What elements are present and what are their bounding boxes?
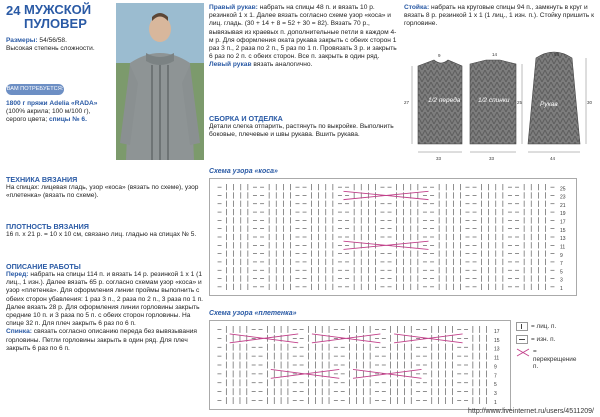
technique-text: На спицах: лицевая гладь, узор «коса» (вязать по схеме), узор «плетенка» (вязать по схеме). xyxy=(6,184,199,200)
legend-cross: = перекрещение п. xyxy=(533,348,577,370)
technique-block xyxy=(6,175,204,200)
collar-label: Стойка: xyxy=(404,4,430,11)
legend-purl: = изн. п. xyxy=(531,336,556,343)
pattern-number: 24 xyxy=(6,3,21,18)
dim-height-front: 27 xyxy=(404,100,410,105)
row-number: 9 xyxy=(560,252,563,259)
collar-block xyxy=(404,4,594,29)
row-number: 15 xyxy=(560,227,566,234)
yarn-name: Adelia «RADA» xyxy=(49,100,98,107)
needles-size: спицы № 6. xyxy=(49,116,87,124)
legend-knit: = лиц. п. xyxy=(531,323,557,330)
row-number: 23 xyxy=(560,194,566,201)
sweater-photo-icon xyxy=(116,3,204,160)
row-number: 11 xyxy=(560,244,566,251)
difficulty-text: Высокая степень сложности. xyxy=(6,45,95,53)
dim-front-width: 33 xyxy=(436,156,442,161)
sleeve-block xyxy=(209,4,397,70)
density-block xyxy=(6,222,204,239)
intro-block xyxy=(6,37,112,53)
dim-cap: 58 xyxy=(554,52,560,57)
row-number: 3 xyxy=(560,277,563,284)
pletenka-chart-grid xyxy=(210,321,510,409)
dim-sleeve-length: 30 xyxy=(587,100,593,105)
schematics-area xyxy=(404,46,596,164)
cross-stitch-icon xyxy=(516,348,530,357)
left-sleeve-label: Левый рукав xyxy=(209,61,252,69)
row-number: 19 xyxy=(560,211,566,218)
kosa-chart-grid xyxy=(210,179,576,295)
row-number: 1 xyxy=(560,286,563,292)
right-sleeve-label: Правый рукав: xyxy=(209,4,258,11)
assembly-text: Детали слегка отпарить, растянуть по выкройке. Выполнить боковые, плечевые и швы рукава. Вшить рукава. xyxy=(209,123,394,139)
row-number: 13 xyxy=(560,236,566,243)
collar-text: набрать на круговые спицы 94 п., замкнуть в круг и вязать 8 р. резинкой 1 х 1 (1 лиц., 1 изн. п.). Стойку пришить к горловине. xyxy=(404,4,594,28)
chart-legend xyxy=(516,322,596,371)
row-number: 3 xyxy=(494,391,497,398)
materials-text-pre: 1800 г пряжи xyxy=(6,100,50,107)
model-photo xyxy=(116,3,204,160)
row-number: 5 xyxy=(494,382,497,389)
cross-stitch-mark xyxy=(344,191,429,199)
kosa-chart-title: Схема узора «коса» xyxy=(209,168,278,175)
row-number: 7 xyxy=(494,373,497,380)
row-number: 17 xyxy=(494,328,500,335)
front-text: набрать на спицы 114 п. и вязать 14 р. резинкой 1 х 1 (1 лиц., 1 изн.). Далее вязать 65 р. согласно схемам узор «коса» и узор «плетенка». Для оформления линии проймы выполнить с обеих сторон убавления: 1 раз 3 п., 2 раза по 2 п., 3 раза по 1 п. Далее вязать 28 р. Для оформления линии горловины закрыть средние 10 п. и 3 раза по 5 п. с обеих сторон горловины. На спице 32 п. Для плеч закрыть 6 раз по 6 п. xyxy=(6,271,204,328)
row-number: 17 xyxy=(560,219,566,226)
purl-stitch-icon xyxy=(516,335,528,344)
materials-text-post: (100% акрила; 100 м/100 г), серого цвета; xyxy=(6,108,91,124)
row-number: 25 xyxy=(560,186,566,193)
density-heading: ПЛОТНОСТЬ ВЯЗАНИЯ xyxy=(6,222,89,231)
sizes-label: Размеры: xyxy=(6,37,38,44)
dim-sleeve-width: 44 xyxy=(550,156,556,161)
cross-stitch-mark xyxy=(344,241,429,249)
knit-stitch-icon xyxy=(516,322,528,331)
row-number: 11 xyxy=(494,355,500,362)
row-number: 15 xyxy=(494,337,500,344)
assembly-heading: СБОРКА И ОТДЕЛКА xyxy=(209,114,283,123)
density-text: 16 п. х 21 р. = 10 х 10 см, связано лиц. гладью на спицах № 5. xyxy=(6,231,197,238)
back-label: Спинка: xyxy=(6,328,32,336)
dim-shoulder: 14 xyxy=(492,52,498,57)
sleeve-label: Рукав xyxy=(540,101,558,108)
right-sleeve-text: набрать на спицы 48 п. и вязать 10 р. резинкой 1 х 1. Далее вязать согласно схеме узор «коса» и лиц. гладь. (30 + 14 + 8 = 52 + 30 = 82). Вязать 70 р., вывязывая из краевых п. дополнительные петли в каждом 4-м р. Для оформления оката рукава закрыть с обеих сторон 1 раз 3 п., 2 раза по 2 п., 5 раз по 1 п. Провязать 3 р. и закрыть 6 раз по 2 п. с обеих сторон. Все п. закрыть в один ряд. xyxy=(209,4,397,61)
row-number: 9 xyxy=(494,364,497,371)
source-url: http://www.liveinternet.ru/users/4511209/ xyxy=(468,408,594,415)
row-number: 1 xyxy=(494,400,497,406)
garment-schematic-icon xyxy=(404,46,596,164)
materials-block xyxy=(6,100,112,125)
front-label: Перед: xyxy=(6,271,29,278)
dim-back-width: 33 xyxy=(489,156,495,161)
row-number: 5 xyxy=(560,269,563,276)
description-block xyxy=(6,262,204,353)
row-number: 7 xyxy=(560,261,563,268)
front-half-label: 1/2 переда xyxy=(428,97,461,104)
dim-height-back: 25 xyxy=(517,100,523,105)
sizes-value: 54/56/58. xyxy=(39,37,67,44)
back-text: связать согласно описанию переда без вывязывания горловины. Петли горловины закрыть в один ряд. Для плеч закрыть 6 раз по 6 п. xyxy=(6,328,197,352)
description-heading: ОПИСАНИЕ РАБОТЫ xyxy=(6,262,81,271)
pattern-title: МУЖСКОЙ ПУЛОВЕР xyxy=(24,2,92,31)
pletenka-chart-title: Схема узора «плетенка» xyxy=(209,310,297,317)
assembly-block xyxy=(209,114,397,139)
kosa-chart xyxy=(209,178,577,296)
pletenka-chart xyxy=(209,320,511,410)
row-number: 13 xyxy=(494,346,500,353)
materials-badge: ВАМ ПОТРЕБУЕТСЯ: xyxy=(6,84,64,95)
back-half-label: 1/2 спинки xyxy=(478,97,510,104)
row-number: 21 xyxy=(560,202,566,209)
dim-neck: 9 xyxy=(438,53,441,58)
technique-heading: ТЕХНИКА ВЯЗАНИЯ xyxy=(6,175,78,184)
left-sleeve-text: вязать аналогично. xyxy=(251,61,313,69)
